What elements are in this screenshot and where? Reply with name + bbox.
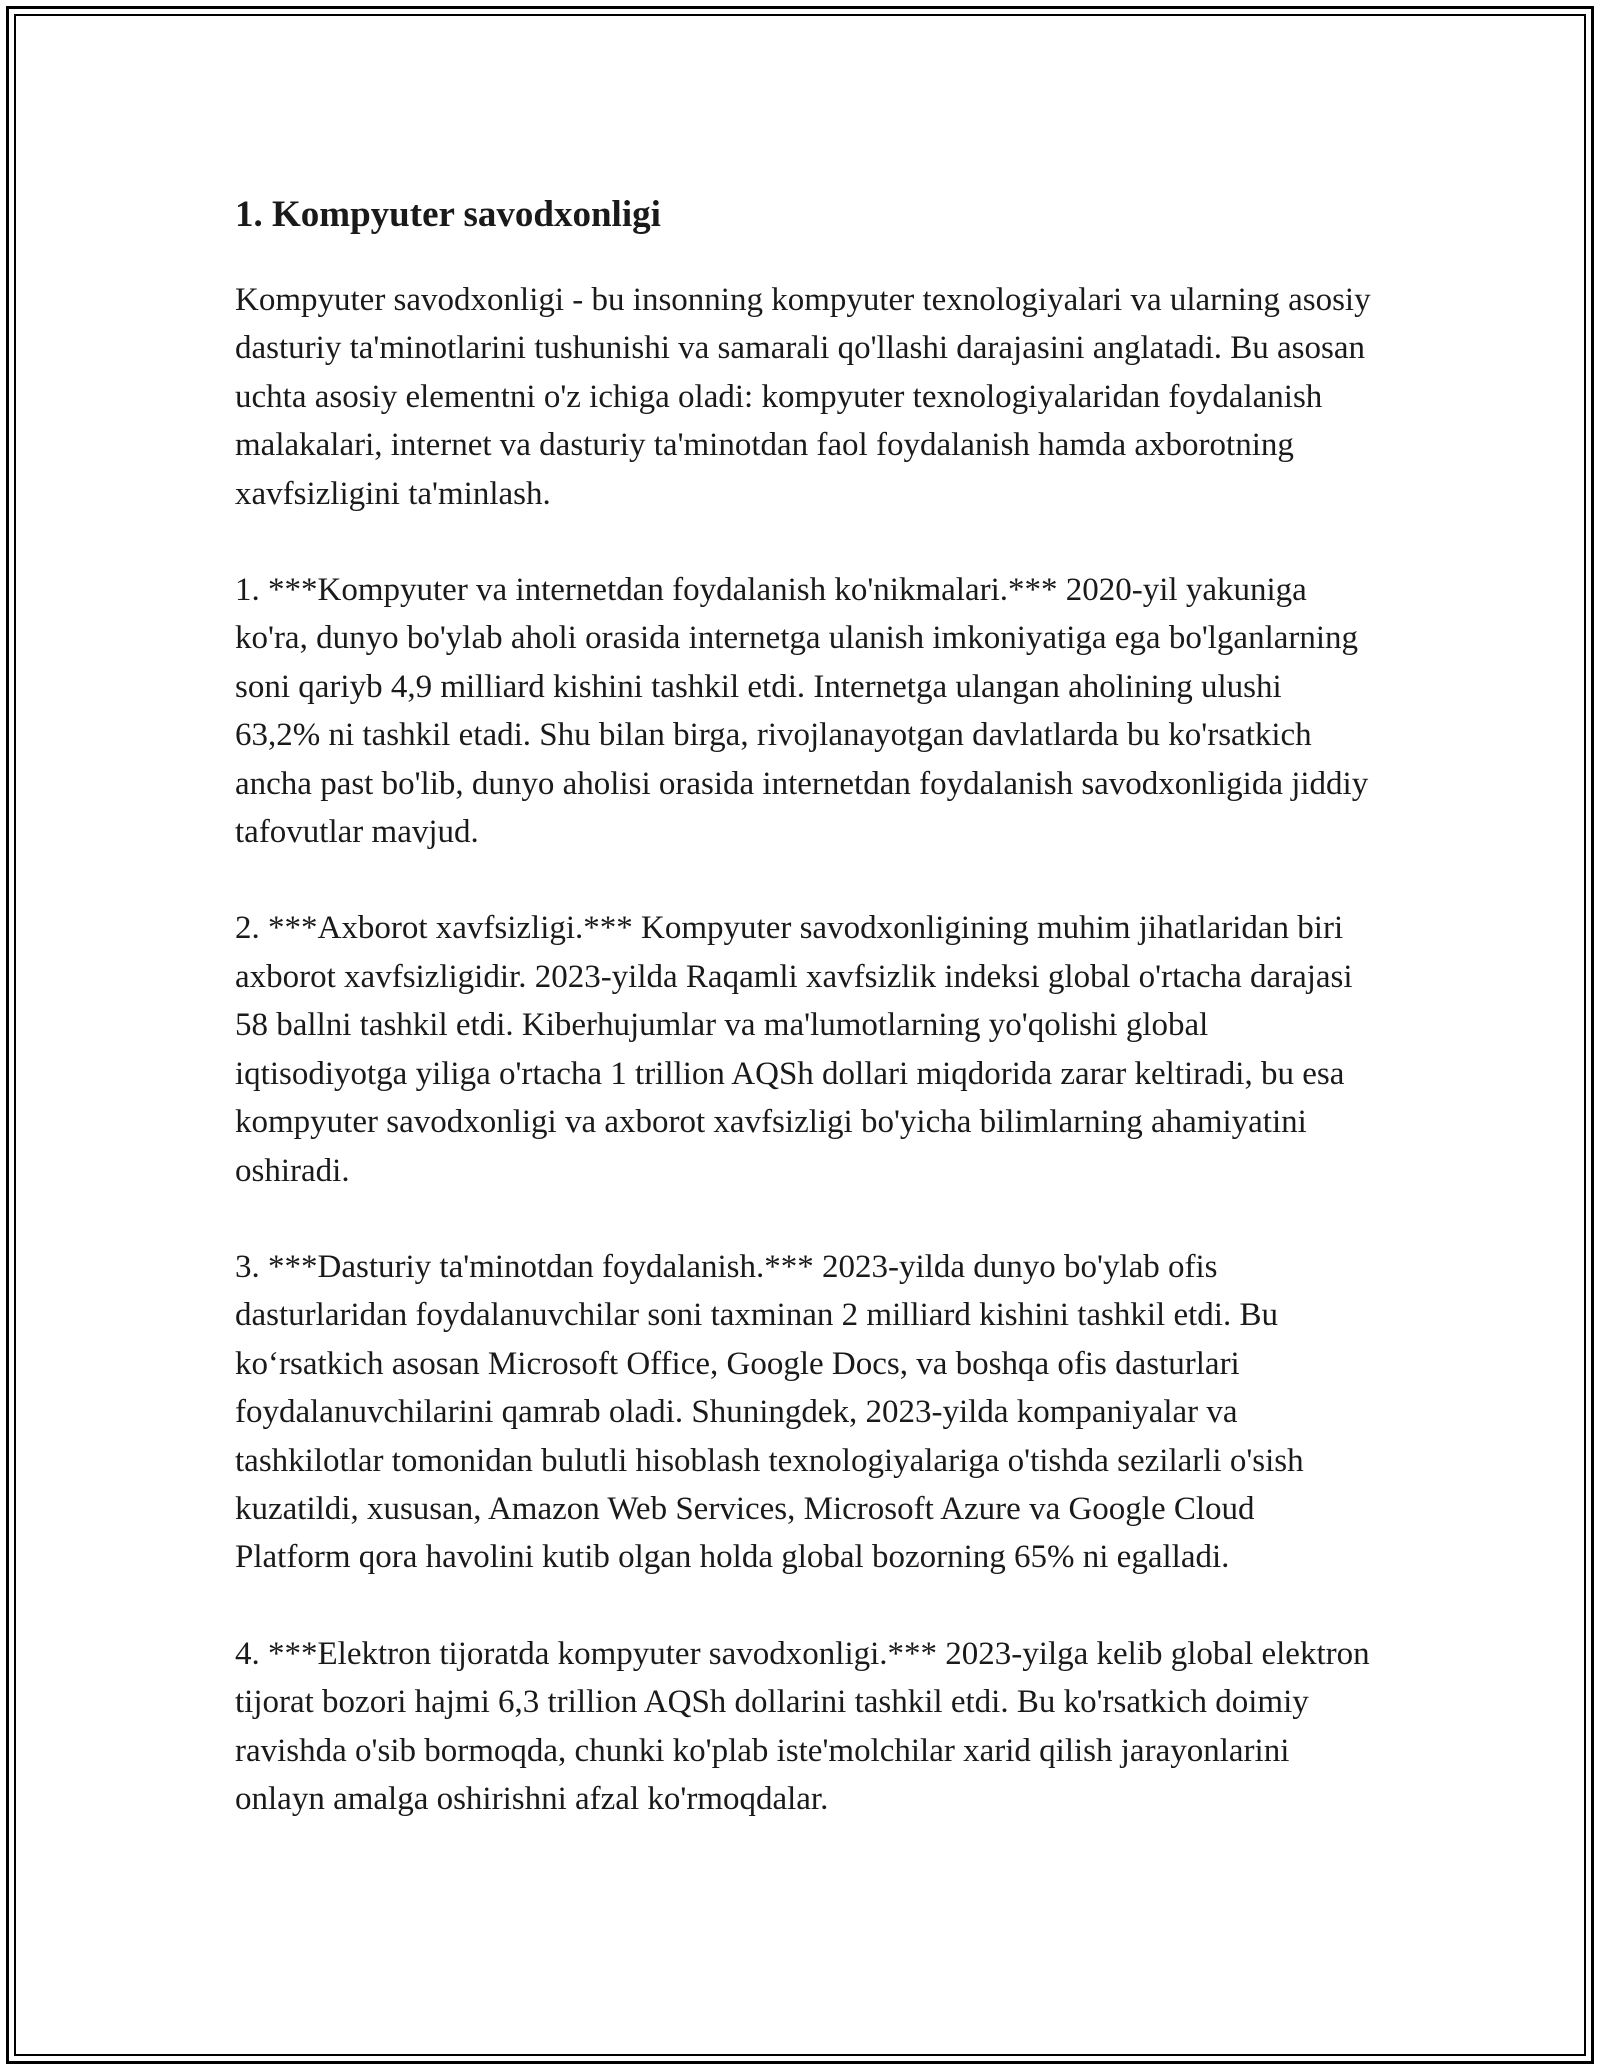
document-body (235, 182, 1375, 1871)
section-title: 1. Kompyuter savodxonligi (235, 194, 661, 235)
paragraph-ecommerce: 4. ***Elektron tijoratda kompyuter savodxonligi.*** 2023-yilga kelib global elektron tijorat bozori hajmi 6,3 trillion AQSh dollarini tashkil etdi. Bu ko'rsatkich doimiy ravishda o'sib bormoqda, chunki ko'plab iste'molchilar xarid qilish jarayonlarini onlayn amalga oshirishni afzal ko'rmoqdalar. (235, 1635, 1370, 1817)
paragraph-information-security: 2. ***Axborot xavfsizligi.*** Kompyuter savodxonligining muhim jihatlaridan biri axborot xavfsizligidir. 2023-yilda Raqamli xavfsizlik indeksi global o'rtacha darajasi 58 ballni tashkil etdi. Kiberhujumlar va ma'lumotlarning yo'qolishi global iqtisodiyotga yiliga o'rtacha 1 trillion AQSh dollari miqdorida zarar keltiradi, bu esa kompyuter savodxonligi va axborot xavfsizligi bo'yicha bilimlarning ahamiyatini oshiradi. (235, 910, 1353, 1189)
intro-paragraph: Kompyuter savodxonligi - bu insonning kompyuter texnologiyalari va ularning asosiy dasturiy ta'minotlarini tushunishi va samarali qo'llashi darajasini anglatadi. Bu asosan uchta asosiy elementni o'z ichiga oladi: kompyuter texnologiyalaridan foydalanish malakalari, internet va dasturiy ta'minotdan faol foydalanish hamda axborotning xavfsizligini ta'minlash. (235, 282, 1371, 512)
paragraph-internet-skills: 1. ***Kompyuter va internetdan foydalanish ko'nikmalari.*** 2020-yil yakuniga ko'ra, dunyo bo'ylab aholi orasida internetga ulanish imkoniyatiga ega bo'lganlarning soni qariyb 4,9 milliard kishini tashkil etdi. Internetga ulangan aholining ulushi 63,2% ni tashkil etadi. Shu bilan birga, rivojlanayotgan davlatlarda bu ko'rsatkich ancha past bo'lib, dunyo aholisi orasida internetdan foydalanish savodxonligida jiddiy tafovutlar mavjud. (235, 572, 1369, 851)
paragraph-software-usage: 3. ***Dasturiy ta'minotdan foydalanish.*** 2023-yilda dunyo bo'ylab ofis dasturlaridan foydalanuvchilar soni taxminan 2 milliard kishini tashkil etdi. Bu ko‘rsatkich asosan Microsoft Office, Google Docs, va boshqa ofis dasturlari foydalanuvchilarini qamrab oladi. Shuningdek, 2023-yilda kompaniyalar va tashkilotlar tomonidan bulutli hisoblash texnologiyalariga o'tishda sezilarli o'sish kuzatildi, xususan, Amazon Web Services, Microsoft Azure va Google Cloud Platform qora havolini kutib olgan holda global bozorning 65% ni egalladi. (235, 1248, 1304, 1576)
